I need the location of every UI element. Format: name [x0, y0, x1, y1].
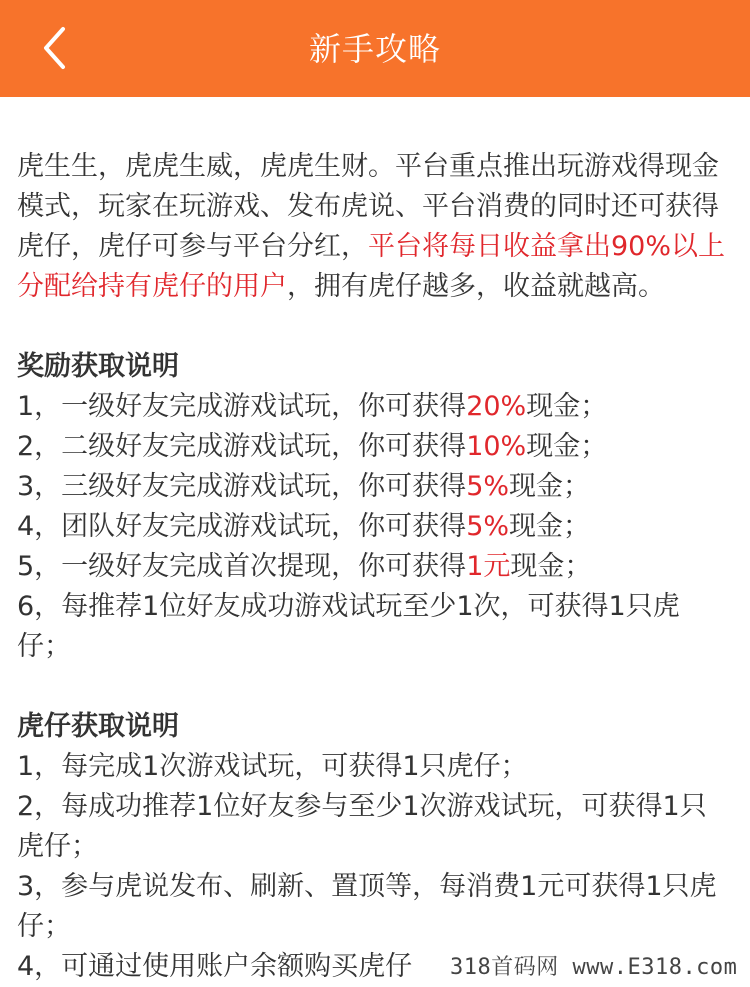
- reward-section-title: 奖励获取说明: [17, 351, 179, 382]
- intro-text-2: ，拥有虎仔越多，收益就越高。: [287, 271, 665, 302]
- reward-item-value: 5%: [466, 511, 510, 542]
- intro-highlight: 平台将每日收益拿出90%以上分配给持有虎仔的用户: [17, 231, 726, 302]
- reward-item: [17, 467, 727, 507]
- reward-item-text: 6，每推荐1位好友成功游戏试玩至少1次，可获得1只虎仔；: [17, 591, 680, 662]
- watermark: 318首码网 www.E318.com: [450, 955, 738, 980]
- spacer: [17, 667, 727, 707]
- reward-item: [17, 387, 727, 427]
- intro-paragraph: [17, 147, 727, 307]
- tiger-item: 3，参与虎说发布、刷新、置顶等，每消费1元可获得1只虎仔；: [17, 871, 717, 942]
- reward-item-value: 20%: [466, 391, 527, 422]
- spacer: [17, 307, 727, 347]
- reward-item-suffix: 现金；: [509, 471, 591, 502]
- page-title: 新手攻略: [308, 30, 441, 68]
- reward-item: [17, 507, 727, 547]
- reward-item-suffix: 现金；: [526, 431, 608, 462]
- reward-item-value: 5%: [466, 471, 510, 502]
- reward-item-text: 4，团队好友完成游戏试玩，你可获得: [17, 511, 467, 542]
- reward-item-suffix: 现金；: [510, 551, 592, 582]
- tiger-section-title: 虎仔获取说明: [17, 711, 179, 742]
- reward-item-text: 3，三级好友完成游戏试玩，你可获得: [17, 471, 467, 502]
- guide-content: [17, 147, 727, 987]
- tiger-item: 4，可通过使用账户余额购买虎仔: [17, 951, 413, 982]
- reward-item-value: 1元: [466, 551, 511, 582]
- reward-item-value: 10%: [466, 431, 527, 462]
- reward-item-text: 5，一级好友完成首次提现，你可获得: [17, 551, 467, 582]
- reward-item-suffix: 现金；: [509, 511, 591, 542]
- reward-item-text: 1，一级好友完成游戏试玩，你可获得: [17, 391, 467, 422]
- intro-text-1: 虎生生，虎虎生威，虎虎生财。平台重点推出玩游戏得现金模式，玩家在玩游戏、发布虎说、平台消费的同时还可获得虎仔，虎仔可参与平台分红，: [17, 151, 719, 262]
- reward-item: [17, 427, 727, 467]
- tiger-item: 2，每成功推荐1位好友参与至少1次游戏试玩，可获得1只虎仔；: [17, 791, 707, 862]
- reward-item-suffix: 现金；: [526, 391, 608, 422]
- reward-item-text: 2，二级好友完成游戏试玩，你可获得: [17, 431, 467, 462]
- top-bar: [0, 0, 750, 97]
- reward-item: [17, 587, 727, 667]
- reward-item: [17, 547, 727, 587]
- tiger-item: 1，每完成1次游戏试玩，可获得1只虎仔；: [17, 751, 528, 782]
